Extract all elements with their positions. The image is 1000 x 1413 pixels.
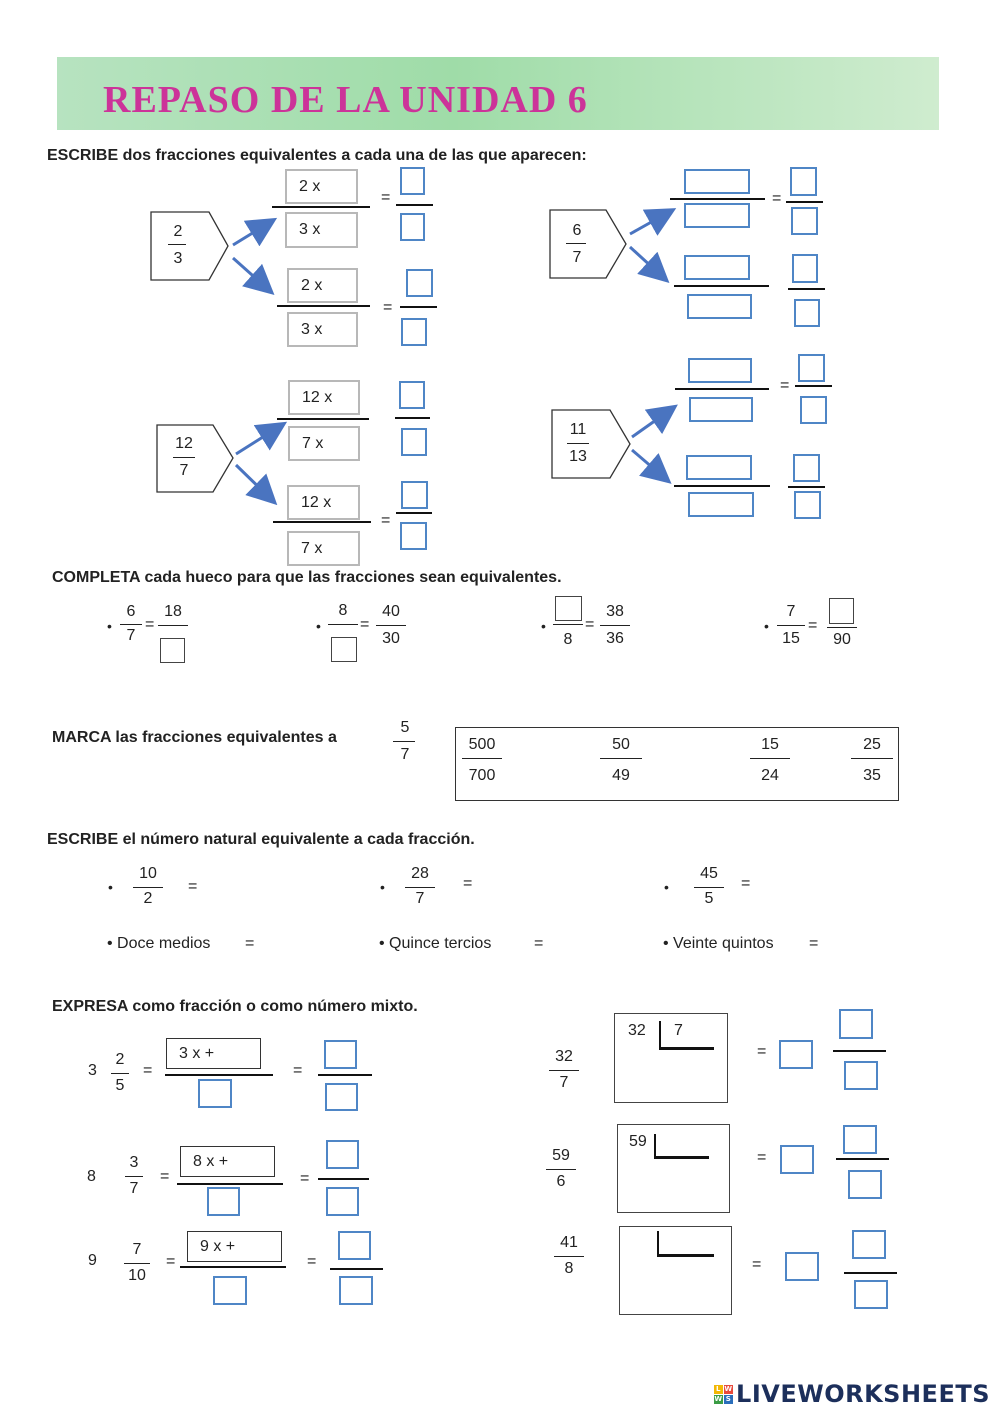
fraction-bar [376,625,406,626]
logo-text: LIVEWORKSHEETS [736,1380,990,1408]
answer-box[interactable] [198,1079,232,1108]
fraction-denominator: 10 [128,1267,146,1284]
fraction-bar [400,306,437,308]
fraction-numerator: 59 [552,1147,570,1164]
fraction-bar [788,486,825,488]
fraction-denominator: 7 [572,249,582,266]
answer-box[interactable] [207,1187,240,1216]
section1-heading-bold: ESCRIBE [47,147,119,164]
fraction-denominator: 7 [129,1180,139,1197]
fraction-bar [318,1178,369,1180]
option-denominator[interactable]: 49 [612,767,630,784]
answer-box[interactable] [687,294,752,319]
multiplier-box: 12 x [288,380,360,415]
fraction-bar [180,1266,286,1268]
fraction-bar [549,1070,579,1071]
fraction-bar [396,204,433,206]
whole-number: 3 [88,1062,97,1079]
answer-box[interactable] [400,522,427,550]
fraction-numerator: 8 [338,602,348,619]
fraction-bar [546,1169,576,1170]
equals-sign: = [381,512,391,529]
fraction-bar [165,1074,273,1076]
answer-box[interactable] [406,269,433,297]
answer-box[interactable] [792,254,818,283]
division-bracket [657,1254,714,1257]
division-bracket [659,1021,661,1049]
equals-sign: = [166,1253,176,1270]
answer-box[interactable] [401,428,427,456]
fraction-denominator: 2 [143,890,153,907]
multiplier-box: 12 x [287,485,360,520]
fraction-denominator: 8 [563,631,573,648]
answer-box[interactable] [684,169,750,194]
division-box[interactable] [619,1226,732,1315]
fraction-denominator: 8 [564,1260,574,1277]
equals-sign: = [307,1253,317,1270]
fraction-bar [600,758,642,759]
multiplier-box: 2 x [285,169,358,204]
logo-badge-letter: W [724,1385,733,1393]
answer-box[interactable] [324,1040,357,1069]
dividend: 59 [629,1133,647,1150]
section4-heading-rest: el número natural equivalente a cada fracción. [118,831,475,848]
multiplier-box: 3 x [287,312,358,347]
answer-box[interactable] [400,213,425,241]
word-fraction: • Veinte quintos [663,935,774,952]
answer-box[interactable] [791,207,818,235]
division-bracket [659,1047,714,1050]
equals-sign: = [300,1170,310,1187]
multiplier-box: 2 x [287,268,358,303]
section1-heading-rest: dos fracciones equivalentes a cada una de las que aparecen: [118,147,587,164]
answer-box[interactable] [401,481,428,509]
fraction-denominator: 5 [704,890,714,907]
fraction-numerator: 2 [173,223,183,240]
answer-box[interactable] [326,1140,359,1169]
fraction-bar [125,1176,143,1177]
fraction-denominator: 3 [173,250,183,267]
fraction-denominator: 90 [833,631,851,648]
equals-sign: = [772,190,782,207]
equals-sign: = [188,878,198,895]
fraction-numerator: 38 [606,603,624,620]
answer-box[interactable] [401,318,427,346]
fraction-numerator: 11 [569,421,587,438]
bullet: • [380,879,385,895]
fraction-bar [777,625,805,626]
fraction-bar [554,1256,584,1257]
answer-box[interactable] [794,491,821,519]
answer-box[interactable] [852,1230,886,1259]
page-title: REPASO DE LA UNIDAD 6 [103,79,588,121]
fraction-bar [844,1272,897,1274]
answer-box[interactable] [339,1276,373,1305]
fraction-bar [277,418,369,420]
answer-box[interactable] [793,454,820,482]
answer-box[interactable] [854,1280,888,1309]
liveworksheets-logo [714,1380,990,1408]
answer-box[interactable] [555,596,582,621]
division-bracket [657,1231,659,1256]
answer-box[interactable] [798,354,825,382]
arrows-layer [0,0,1000,600]
fraction-bar [120,624,142,625]
fraction-denominator: 36 [606,630,624,647]
answer-field[interactable] [763,868,823,896]
answer-box[interactable] [684,203,750,228]
answer-box[interactable] [848,1170,882,1199]
fraction-bar [124,1263,150,1264]
fraction-bar [670,198,765,200]
arrow-icon [630,211,671,234]
option-denominator[interactable]: 700 [468,767,496,784]
fraction-tag-shape [550,210,626,278]
fraction-numerator: 6 [126,603,136,620]
fraction-bar [318,1074,372,1076]
fraction-bar [462,758,502,759]
fraction-numerator: 45 [700,865,718,882]
fraction-denominator: 15 [782,630,800,647]
answer-box[interactable] [689,397,753,422]
fraction-bar [277,305,370,307]
equals-sign: = [381,189,391,206]
fraction-bar [600,625,630,626]
word-fraction: • Quince tercios [379,935,492,952]
answer-box[interactable] [800,396,827,424]
option-numerator[interactable]: 500 [468,736,496,753]
section3-heading [52,729,337,747]
fraction-denominator: 7 [559,1074,569,1091]
fraction-numerator: 28 [411,865,429,882]
dividend: 32 [628,1022,646,1039]
answer-box[interactable] [338,1231,371,1260]
answer-box[interactable] [839,1009,873,1039]
arrow-icon [632,408,673,437]
fraction-bar [674,285,769,287]
divisor: 7 [674,1022,683,1039]
answer-box[interactable] [400,167,425,195]
answer-box[interactable] [794,299,820,327]
fraction-denominator: 13 [569,448,587,465]
options-box [455,727,899,801]
arrow-icon [233,221,272,245]
multiplier-box: 7 x [288,426,360,461]
answer-box[interactable] [160,638,185,663]
answer-box[interactable] [688,358,752,383]
fraction-denominator: 30 [382,630,400,647]
fraction-bar [173,457,195,458]
arrow-icon [236,425,282,454]
section3-heading-bold: MARCA [52,729,111,746]
answer-box[interactable] [843,1125,877,1154]
answer-field[interactable] [210,871,270,899]
logo-badge-letter: W [714,1395,723,1403]
fraction-bar [674,485,770,487]
multiplier-box: 3 x [285,212,358,248]
arrow-icon [233,258,270,291]
answer-box[interactable] [331,637,357,662]
fraction-bar [827,627,857,628]
fraction-bar [133,887,163,888]
section5-heading-bold: EXPRESA [52,998,128,1015]
multiplier-box: 3 x + [166,1038,261,1069]
fraction-bar [158,625,188,626]
bullet: • [664,879,669,895]
fraction-bar [328,624,358,625]
fraction-bar [396,512,432,514]
logo-icon [714,1385,733,1404]
fraction-bar [405,887,435,888]
bullet: • [107,618,112,634]
division-bracket [654,1134,656,1158]
answer-box[interactable] [325,1083,358,1111]
option-numerator[interactable]: 25 [863,736,881,753]
equals-sign: = [360,616,370,633]
equals-sign: = [741,875,751,892]
arrow-icon [632,450,667,480]
bullet: • [316,618,321,634]
section4-heading [47,831,475,849]
fraction-denominator: 6 [556,1173,566,1190]
answer-box[interactable] [684,255,750,280]
fraction-bar [395,417,430,419]
section2-heading-rest: cada hueco para que las fracciones sean equivalentes. [140,569,562,586]
fraction-numerator: 40 [382,603,400,620]
fraction-denominator: 5 [115,1077,125,1094]
bullet: • [108,879,113,895]
equals-sign: = [245,935,255,952]
answer-box[interactable] [829,598,854,624]
equals-sign: = [145,616,155,633]
fraction-bar [330,1268,383,1270]
logo-badge-letter: S [725,1395,732,1403]
fraction-bar [836,1158,889,1160]
fraction-bar [111,1073,129,1074]
fraction-denominator: 7 [415,890,425,907]
target-denominator: 7 [400,746,410,763]
fraction-bar [566,243,586,244]
equals-sign: = [780,377,790,394]
multiplier-box: 8 x + [180,1146,275,1177]
fraction-numerator: 32 [555,1048,573,1065]
fraction-numerator: 41 [560,1234,578,1251]
section2-heading [52,569,562,587]
equals-sign: = [534,935,544,952]
section2-heading-bold: COMPLETA [52,569,140,586]
fraction-denominator: 7 [126,627,136,644]
equals-sign: = [809,935,819,952]
answer-box[interactable] [399,381,425,409]
answer-box[interactable] [326,1187,359,1216]
section5-heading-rest: como fracción o como número mixto. [127,998,418,1015]
equals-sign: = [808,617,818,634]
fraction-bar [833,1050,886,1052]
equals-sign: = [160,1168,170,1185]
fraction-numerator: 6 [572,222,582,239]
answer-field[interactable] [485,868,545,896]
section5-heading [52,998,418,1016]
fraction-numerator: 18 [164,603,182,620]
word-fraction: • Doce medios [107,935,211,952]
answer-box[interactable] [780,1145,814,1174]
arrow-icon [630,247,665,279]
whole-number: 8 [87,1168,96,1185]
fraction-bar [272,206,370,208]
fraction-numerator: 12 [175,435,193,452]
fraction-bar [177,1183,283,1185]
equals-sign: = [293,1062,303,1079]
equals-sign: = [383,299,393,316]
fraction-bar [675,388,769,390]
division-bracket [654,1156,709,1159]
whole-number: 9 [88,1252,97,1269]
equals-sign: = [143,1062,153,1079]
fraction-bar [393,741,415,742]
fraction-numerator: 7 [786,603,796,620]
answer-box[interactable] [779,1040,813,1069]
fraction-bar [851,758,893,759]
answer-box[interactable] [686,455,752,480]
bullet: • [764,618,769,634]
bullet: • [541,618,546,634]
fraction-bar [567,443,589,444]
option-numerator[interactable]: 50 [612,736,630,753]
fraction-numerator: 2 [115,1051,125,1068]
fraction-numerator: 7 [132,1241,142,1258]
arrow-icon [236,465,273,501]
equals-sign: = [752,1256,762,1273]
fraction-bar [273,521,371,523]
answer-box[interactable] [785,1252,819,1281]
answer-box[interactable] [688,492,754,517]
fraction-denominator: 7 [179,462,189,479]
equals-sign: = [585,616,595,633]
fraction-bar [694,887,724,888]
fraction-bar [553,624,583,625]
option-denominator[interactable]: 35 [863,767,881,784]
fraction-numerator: 10 [139,865,157,882]
logo-badge-letter: L [714,1385,723,1394]
equals-sign: = [757,1043,767,1060]
equals-sign: = [463,875,473,892]
equals-sign: = [757,1149,767,1166]
fraction-bar [788,288,825,290]
multiplier-box: 9 x + [187,1231,282,1262]
answer-box[interactable] [790,167,817,196]
section4-heading-bold: ESCRIBE [47,831,119,848]
target-numerator: 5 [400,719,410,736]
fraction-numerator: 3 [129,1154,139,1171]
section3-heading-rest: las fracciones equivalentes a [110,729,337,746]
option-numerator[interactable]: 15 [761,736,779,753]
fraction-bar [168,244,186,245]
fraction-bar [795,385,832,387]
answer-box[interactable] [213,1276,247,1305]
multiplier-box: 7 x [287,531,360,566]
option-denominator[interactable]: 24 [761,767,779,784]
fraction-bar [750,758,790,759]
answer-box[interactable] [844,1061,878,1090]
fraction-bar [786,201,823,203]
